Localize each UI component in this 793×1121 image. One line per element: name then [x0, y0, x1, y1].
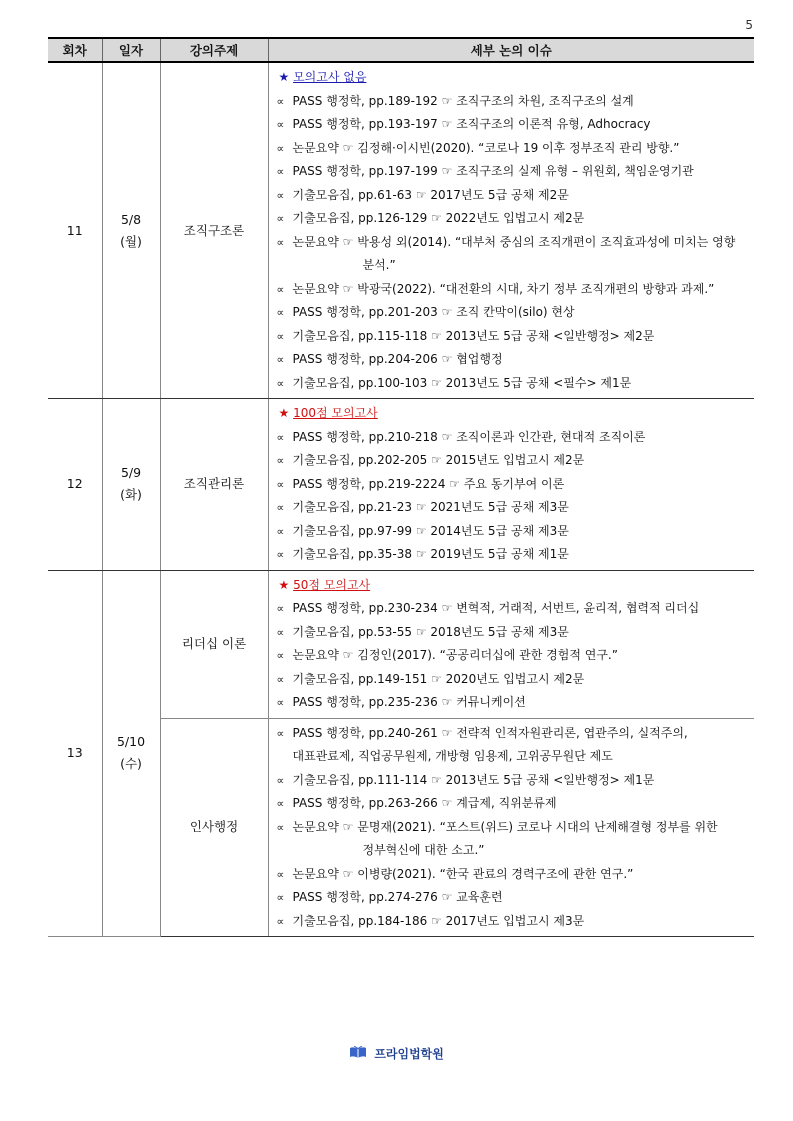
list-item	[277, 301, 755, 325]
date-cell	[102, 570, 160, 937]
bullet-icon: ∝	[276, 914, 285, 928]
list-item-text: 기출모음집, pp.184-186 ☞ 2017년도 입법고시 제3문	[292, 913, 585, 928]
header-details: 세부 논의 이슈	[268, 38, 754, 62]
weekday-text: (수)	[120, 756, 142, 772]
date-cell	[102, 62, 160, 399]
bullet-icon: ∝	[276, 454, 285, 467]
star-icon: ★	[278, 70, 290, 84]
list-item	[277, 816, 755, 840]
list-item-text: 논문요약 ☞ 이병량(2021). “한국 관료의 경력구조에 관한 연구.”	[292, 866, 634, 881]
table-row	[48, 570, 754, 718]
bullet-icon: ∝	[276, 672, 285, 686]
list-item	[277, 160, 755, 184]
table-header-row	[48, 38, 754, 62]
details-cell	[268, 399, 754, 571]
topic-cell	[160, 62, 268, 399]
session-number: 11	[66, 222, 83, 238]
footer-org-name: 프라임법학원	[374, 1047, 444, 1061]
list-item	[277, 325, 755, 349]
list-item-text: PASS 행정학, pp.193-197 ☞ 조직구조의 이론적 유형, Adhocracy	[292, 117, 651, 131]
page-number: 5	[745, 18, 753, 32]
session-number: 13	[66, 745, 83, 761]
bullet-icon: ∝	[276, 726, 285, 740]
bullet-icon: ∝	[276, 235, 285, 249]
list-item-text: 기출모음집, pp.35-38 ☞ 2019년도 5급 공채 제1문	[292, 547, 569, 561]
bullet-icon: ∝	[276, 353, 285, 366]
list-item	[277, 597, 755, 621]
bullet-icon: ∝	[276, 477, 285, 491]
session-number: 12	[66, 476, 83, 492]
list-item-text: PASS 행정학, pp.201-203 ☞ 조직 칸막이(silo) 현상	[292, 305, 575, 319]
list-item-text: 논문요약 ☞ 문명재(2021). “포스트(위드) 코로나 시대의 난제해결형 정부를 위한	[292, 819, 718, 834]
topic-title: 조직구조론	[183, 222, 245, 238]
list-item	[277, 621, 755, 645]
bullet-icon: ∝	[276, 118, 285, 131]
list-item	[277, 473, 755, 497]
session-cell	[48, 570, 102, 937]
date-text: 5/8	[120, 211, 142, 227]
bullet-icon: ∝	[276, 548, 285, 561]
list-item-text: 기출모음집, pp.115-118 ☞ 2013년도 5급 공채 <일반행정> 제2문	[292, 328, 655, 343]
lecture-schedule-table	[48, 37, 754, 937]
list-item-continuation: 대표관료제, 직업공무원제, 개방형 임용제, 고위공무원단 제도	[292, 749, 613, 763]
header-session: 회차	[48, 38, 102, 62]
table-row	[48, 62, 754, 399]
list-item-text: 기출모음집, pp.61-63 ☞ 2017년도 5급 공채 제2문	[292, 187, 569, 202]
bullet-icon: ∝	[276, 141, 285, 155]
bullet-icon: ∝	[276, 282, 285, 296]
bullet-icon: ∝	[276, 329, 285, 343]
bullet-icon: ∝	[276, 867, 285, 881]
details-cell	[268, 62, 754, 399]
list-item	[277, 231, 755, 255]
list-item	[277, 668, 755, 692]
list-item-text: 기출모음집, pp.149-151 ☞ 2020년도 입법고시 제2문	[292, 671, 585, 686]
bullet-icon: ∝	[276, 602, 285, 615]
list-item-text: 기출모음집, pp.21-23 ☞ 2021년도 5급 공채 제3문	[292, 500, 569, 514]
list-item	[277, 543, 755, 567]
list-item	[277, 644, 755, 668]
list-item	[277, 278, 755, 302]
list-item-text: 기출모음집, pp.97-99 ☞ 2014년도 5급 공채 제3문	[292, 523, 569, 538]
header-date: 일자	[102, 38, 160, 62]
bullet-icon: ∝	[276, 797, 285, 810]
list-item	[277, 137, 755, 161]
bullet-icon: ∝	[276, 625, 285, 639]
list-item-text: 기출모음집, pp.100-103 ☞ 2013년도 5급 공채 <필수> 제1문	[292, 375, 632, 390]
exam-highlight	[277, 574, 755, 598]
star-icon: ★	[278, 406, 290, 420]
exam-highlight-text: 50점 모의고사	[293, 577, 371, 592]
list-item	[277, 520, 755, 544]
bullet-icon: ∝	[276, 696, 285, 709]
list-item	[277, 769, 755, 793]
book-logo-icon	[349, 1046, 367, 1063]
list-item	[277, 372, 755, 396]
details-cell	[268, 570, 754, 718]
list-item-text: PASS 행정학, pp.204-206 ☞ 협업행정	[292, 352, 503, 366]
list-item	[277, 496, 755, 520]
list-item	[277, 910, 755, 934]
list-item-text: 논문요약 ☞ 박용성 외(2014). “대부처 중심의 조직개편이 조직효과성에 미치는 영향	[292, 234, 736, 249]
list-item-text: PASS 행정학, pp.210-218 ☞ 조직이론과 인간관, 현대적 조직이론	[292, 429, 646, 444]
list-item-text: 기출모음집, pp.53-55 ☞ 2018년도 5급 공채 제3문	[292, 624, 569, 639]
list-item-text: 기출모음집, pp.126-129 ☞ 2022년도 입법고시 제2문	[292, 211, 585, 225]
topic-cell	[160, 399, 268, 571]
topic-title: 인사행정	[189, 819, 239, 835]
list-item	[277, 426, 755, 450]
list-item-text: PASS 행정학, pp.197-199 ☞ 조직구조의 실제 유형 – 위원회, 책임운영기관	[292, 164, 694, 178]
header-topic: 강의주제	[160, 38, 268, 62]
list-item-text: PASS 행정학, pp.274-276 ☞ 교육훈련	[292, 890, 503, 904]
list-item-text: PASS 행정학, pp.189-192 ☞ 조직구조의 차원, 조직구조의 설계	[292, 93, 634, 108]
weekday-text: (화)	[120, 487, 142, 503]
list-item	[277, 113, 755, 137]
list-item-text: PASS 행정학, pp.235-236 ☞ 커뮤니케이션	[292, 695, 526, 709]
exam-highlight-text: 100점 모의고사	[293, 406, 378, 420]
list-item	[277, 348, 755, 372]
bullet-icon: ∝	[276, 773, 285, 787]
list-item-text: PASS 행정학, pp.263-266 ☞ 계급제, 직위분류제	[292, 796, 557, 810]
date-text: 5/9	[120, 465, 142, 481]
bullet-icon: ∝	[276, 524, 285, 538]
bullet-icon: ∝	[276, 94, 285, 108]
session-cell	[48, 399, 102, 571]
list-item	[277, 449, 755, 473]
footer-brand	[0, 1045, 793, 1063]
bullet-icon: ∝	[276, 165, 285, 178]
bullet-icon: ∝	[276, 306, 285, 319]
exam-highlight	[277, 66, 755, 90]
list-item	[277, 184, 755, 208]
topic-cell	[160, 570, 268, 718]
bullet-icon: ∝	[276, 188, 285, 202]
list-item	[277, 722, 755, 746]
weekday-text: (월)	[120, 233, 142, 249]
list-item-text: 논문요약 ☞ 김정인(2017). “공공리더십에 관한 경험적 연구.”	[292, 648, 618, 662]
list-item-text: 기출모음집, pp.202-205 ☞ 2015년도 입법고시 제2문	[292, 453, 585, 467]
list-item-text: PASS 행정학, pp.230-234 ☞ 변혁적, 거래적, 서번트, 윤리적, 협력적 리더십	[292, 601, 700, 615]
session-cell	[48, 62, 102, 399]
bullet-icon: ∝	[276, 376, 285, 390]
list-item-continuation: 정부혁신에 대한 소고.”	[362, 843, 485, 857]
list-item	[277, 863, 755, 887]
bullet-icon: ∝	[276, 501, 285, 514]
list-item-text: PASS 행정학, pp.219-2224 ☞ 주요 동기부여 이론	[292, 476, 565, 491]
list-item	[277, 90, 755, 114]
list-item-continuation: 분석.”	[362, 258, 396, 272]
list-item-text: 논문요약 ☞ 김정해·이시빈(2020). “코로나 19 이후 정부조직 관리 방향.”	[292, 140, 680, 155]
bullet-icon: ∝	[276, 649, 285, 662]
bullet-icon: ∝	[276, 891, 285, 904]
list-item-text: PASS 행정학, pp.240-261 ☞ 전략적 인적자원관리론, 엽관주의, 실적주의,	[292, 725, 688, 740]
date-text: 5/10	[116, 734, 146, 750]
exam-highlight-text: 모의고사 없음	[293, 70, 367, 84]
list-item	[277, 886, 755, 910]
table-row	[48, 399, 754, 571]
bullet-icon: ∝	[276, 430, 285, 444]
topic-cell	[160, 718, 268, 937]
list-item	[277, 792, 755, 816]
star-icon: ★	[278, 577, 290, 592]
topic-title: 조직관리론	[183, 476, 245, 492]
list-item-text: 기출모음집, pp.111-114 ☞ 2013년도 5급 공채 <일반행정> 제1문	[292, 772, 655, 787]
list-item-text: 논문요약 ☞ 박광국(2022). “대전환의 시대, 차기 정부 조직개편의 방향과 과제.”	[292, 281, 715, 296]
topic-title: 리더십 이론	[181, 636, 247, 651]
bullet-icon: ∝	[276, 820, 285, 834]
date-cell	[102, 399, 160, 571]
list-item	[277, 207, 755, 231]
list-item	[277, 691, 755, 715]
details-cell	[268, 718, 754, 937]
exam-highlight	[277, 402, 755, 426]
bullet-icon: ∝	[276, 212, 285, 225]
